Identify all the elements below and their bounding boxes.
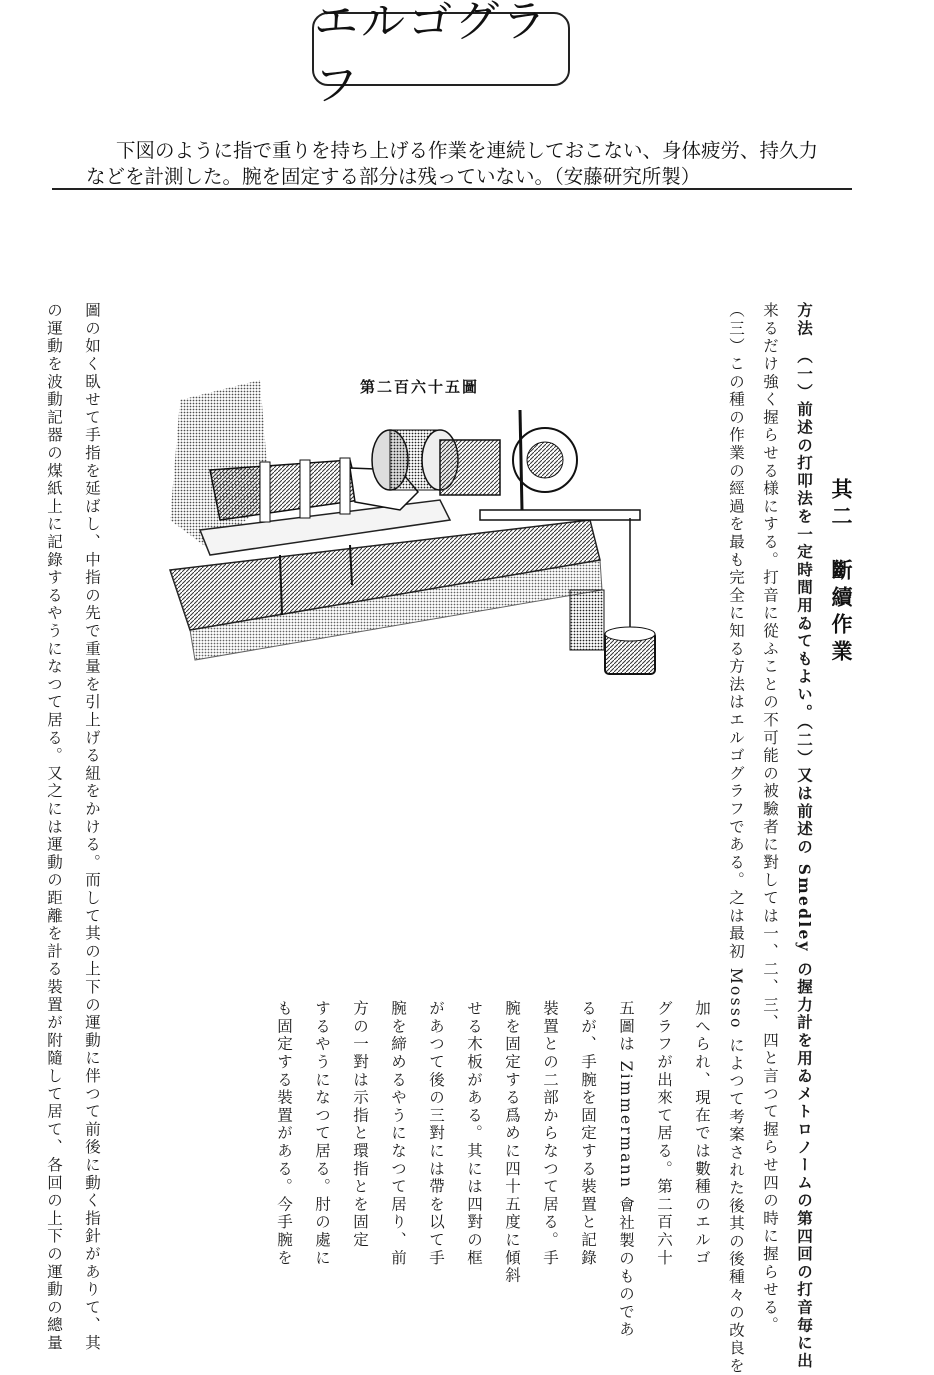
caption-line-1: 下図のように指で重りを持ち上げる作業を連続しておこない、身体疲労、持久力 bbox=[116, 139, 819, 162]
text-column-9: 腕を固定する爲めに四十五度に傾斜 bbox=[503, 1000, 521, 1285]
text-column-12: 腕を締めるやうになつて居り、前 bbox=[389, 1000, 407, 1267]
figure-caption: 第二百六十五圖 bbox=[360, 378, 480, 396]
text-column-16: 圖の如く臥せて手指を延ばし、中指の先で重量を引上げる紐をかける。而して其の上下の運動に伴つて前後に動く指針がありて、其 bbox=[83, 302, 101, 1353]
ergograph-illustration bbox=[150, 360, 670, 700]
title-box bbox=[312, 0, 570, 111]
text-column-11: があつて後の三對には帶を以て手 bbox=[427, 1000, 445, 1267]
text-column-4: 加へられ、現在では數種のエルゴ bbox=[693, 1000, 711, 1267]
text-column-7: るが、手腕を固定する裝置と記錄 bbox=[579, 1000, 597, 1267]
page-title: エルゴグラフ bbox=[314, 0, 549, 111]
text-column-10: せる木板がある。其には四對の框 bbox=[465, 1000, 483, 1267]
text-column-17: の運動を波動記器の煤紙上に記錄するやうになつて居る。又之には運動の距離を計る裝置が附隨して居て、各回の上下の運動の總量 bbox=[45, 302, 63, 1353]
caption-line-2: などを計測した。腕を固定する部分は残っていない。（安藤研究所製） bbox=[86, 165, 701, 188]
text-column-5: グラフが出來て居る。第二百六十 bbox=[655, 1000, 673, 1267]
text-column-2: 来るだけ強く握らせる様にする。打音に從ふことの不可能の被驗者に對しては一、二、三、四と言つて握らせ四の時に握らせる。 bbox=[761, 302, 779, 1335]
text-column-13: 方の一對は示指と環指とを固定 bbox=[351, 1000, 369, 1250]
text-column-15: も固定する裝置がある。今手腕を bbox=[275, 1000, 293, 1267]
text-column-14: するやうになつて居る。肘の處に bbox=[313, 1000, 331, 1267]
caption bbox=[86, 138, 856, 190]
text-column-8: 裝置との二部からなつて居る。手 bbox=[541, 1000, 559, 1267]
text-column-6: 五圖は Zimmermann 會社製のものであ bbox=[617, 1000, 635, 1339]
text-column-1: 方法 （一）前述の打叩法を一定時間用ゐてもよい。（二）又は前述の Smedley の握力計を用ゐメトロノームの第四回の打音毎に出 bbox=[795, 302, 814, 1371]
section-title: 其二 斷續作業 bbox=[829, 478, 854, 667]
text-column-3: （三）この種の作業の經過を最も完全に知る方法はエルゴグラフである。之は最初 Mosso によつて考案された後其の後種々の改良を bbox=[727, 302, 745, 1375]
divider-rule bbox=[52, 188, 852, 190]
